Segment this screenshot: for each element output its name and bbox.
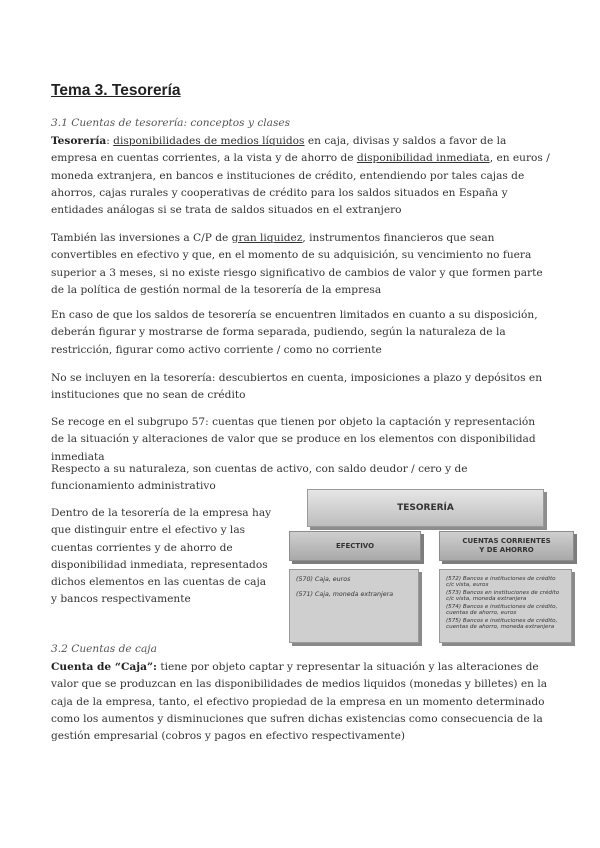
paragraph-inversiones: También las inversiones a C/P de gran liquidez, instrumentos financieros que sean convertibles en efectivo y que, en el momento de su adquisición, su vencimiento no fuera superior a 3 meses, si no existe riesgo significativo de cambios de valor y que formen parte de la política de gestión normal de la tesorería de la empresa [51,232,543,296]
diagram-cuentas-list [439,569,572,643]
paragraph-no-incluyen: No se incluyen en la tesorería: descubiertos en cuenta, imposiciones a plazo y depósitos en instituciones que no sean de crédito [51,372,543,402]
diagram-efectivo-box: EFECTIVO [289,531,421,561]
term-tesoreria: Tesorería [51,135,107,147]
paragraph-efectivo-cuentas: Dentro de la tesorería de la empresa hay que distinguir entre el efectivo y las cuentas corrientes y de ahorro de disponibilidad inmediata, representados dichos elementos en las cuentas de caja y bancos respectivamente [51,507,272,606]
diagram-efectivo-list [289,569,419,643]
paragraph-saldos-limitados: En caso de que los saldos de tesorería se encuentren limitados en cuanto a su disposición, deberán figurar y mostrarse de forma separada, pudiendo, según la naturaleza de la restricción, figurar como activo corriente / como no corriente [51,309,538,356]
link-gran-liquidez[interactable]: gran liquidez [231,232,303,244]
section-heading-3-2: 3.2 Cuentas de caja [51,643,157,655]
paragraph-cuenta-caja: Cuenta de “Caja”: tiene por objeto captar y representar la situación y las alteraciones de valor que se produzcan en las disponibilidades de medios liquidos (monedas y billetes) en la caja de la empresa, tanto, el efectivo propiedad de la empresa en un momento determinado como los aumentos y disminuciones que sufren dichas existencias como consecuencia de la gestión empresarial (cobros y pagos en efectivo respectivamente) [51,661,548,743]
diagram-item: (573) Bancos en instituciones de crédito c/c vista, moneda extranjera [446,590,560,602]
tesoreria-diagram [287,487,582,647]
term-cuenta-caja: Cuenta de “Caja”: [51,661,157,673]
section-heading-3-1: 3.1 Cuentas de tesorería: conceptos y clases [51,117,291,129]
diagram-tesoreria-box: TESORERÍA [307,489,544,527]
paragraph-tesoreria-definition: Tesorería: disponibilidades de medios líquidos en caja, divisas y saldos a favor de la empresa en cuentas corrientes, a la vista y de ahorro de disponibilidad inmediata, en euros / moneda extranjera, en bancos e instituciones de crédito, entendiendo por tales cajas de ahorros, cajas rurales y cooperativas de crédito para los saldos situados en España y entidades análogas si se trata de saldos situados en el extranjero [51,135,550,217]
diagram-item: (571) Caja, moneda extranjera [296,591,394,598]
diagram-item: (572) Bancos e instituciones de crédito c/c vista, euros [446,576,556,588]
diagram-cuentas-box: CUENTAS CORRIENTES Y DE AHORRO [439,531,574,561]
link-disponibilidades[interactable]: disponibilidades de medios líquidos [113,135,305,147]
paragraph-subgrupo-57: Se recoge en el subgrupo 57: cuentas que tienen por objeto la captación y representación de la situación y alteraciones de valor que se produce en los elementos con disponibilidad inmediata [51,416,536,463]
paragraph-naturaleza: Respecto a su naturaleza, son cuentas de activo, con saldo deudor / cero y de funcionamiento administrativo [51,463,468,493]
diagram-item: (574) Bancos e instituciones de crédito, cuentas de ahorro, euros [446,604,558,616]
diagram-item: (575) Bancos e instituciones de crédito, cuentas de ahorro, moneda extranjera [446,618,558,630]
link-disponibilidad-inmediata[interactable]: disponibilidad inmediata [356,152,490,165]
page-title: Tema 3. Tesorería [51,82,181,99]
diagram-item: (570) Caja, euros [296,576,351,583]
